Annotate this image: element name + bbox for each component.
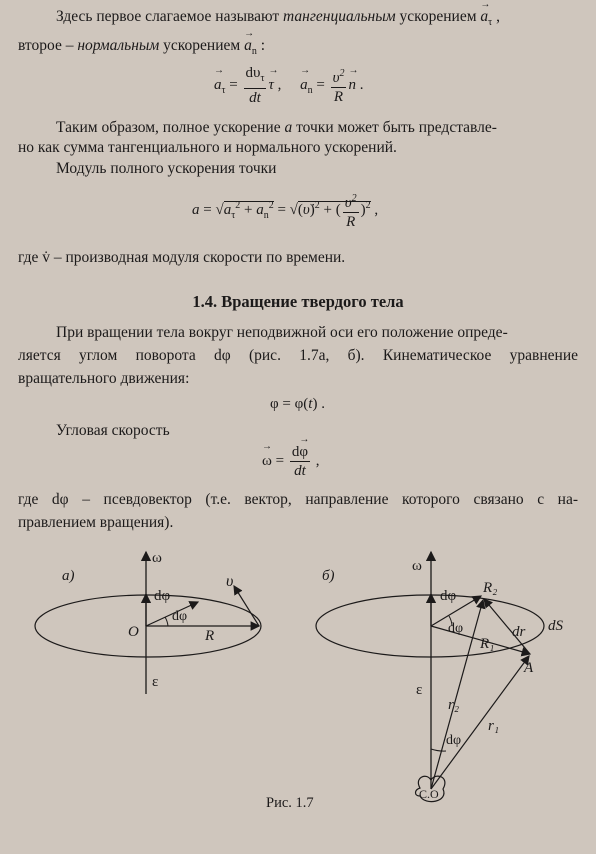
label-dS: dS xyxy=(548,618,563,634)
figure-caption: Рис. 1.7 xyxy=(266,795,314,811)
label-A: A xyxy=(524,660,534,676)
text-line: правлением вращения). xyxy=(18,514,174,531)
text-run: : xyxy=(256,37,265,54)
label-omega: ω xyxy=(152,550,162,566)
paragraph-total xyxy=(56,118,497,138)
label-v: υ xyxy=(226,573,234,590)
label-b: б) xyxy=(322,568,335,584)
formula-omega: → ω = $\frac{d\to \varphi}{dt}$ , xyxy=(262,443,320,480)
symbol-a-n: → a xyxy=(244,36,252,56)
label-omega: ω xyxy=(412,558,422,574)
label-dphi-vec: dφ xyxy=(154,588,171,604)
formula-tangential-normal: → $a_\tau$ = $\frac{d\upsilon_\tau}{dt}$ → τ , → $a_n$ = $\frac{\upsilon^2}{R}$ → n . xyxy=(214,64,363,107)
text-line: Угловая скорость xyxy=(56,422,170,439)
paragraph-tangential: Здесь первое слагаемое называют тангенциальным ускорением → $a_\tau$ , xyxy=(56,7,500,33)
figure-b xyxy=(316,552,564,802)
vector-v xyxy=(234,586,259,626)
label-R1: R₁ xyxy=(480,636,495,652)
formula-total-acceleration: $a = √a_\tau^2 + a_n^2$ = √(υ̇)$^2$ + ( $\frac{\upsilon^2}{R}$ )$^2$ , xyxy=(192,190,378,231)
subscript-n: n xyxy=(251,46,257,58)
term-normal: нормальным xyxy=(77,37,160,54)
text-run: точки может быть представле- xyxy=(292,119,497,136)
label-r1: r₁ xyxy=(488,718,500,734)
formula-phi-of-t: φ = φ(t) . xyxy=(270,396,325,412)
angle-arc xyxy=(165,617,168,626)
label-epsilon: ε xyxy=(416,682,423,698)
label-R: R xyxy=(205,628,215,644)
label-dphi-bottom: dφ xyxy=(446,733,462,748)
section-title: 1.4. Вращение твердого тела xyxy=(192,292,404,311)
text-line: При вращении тела вокруг неподвижной оси его положение опреде- xyxy=(56,324,508,341)
figure-a xyxy=(35,550,261,694)
label-CO: C.O xyxy=(419,787,439,801)
text-line: вращательного движения: xyxy=(18,370,190,387)
label-dphi-top: dφ xyxy=(448,621,464,636)
text-line: Модуль полного ускорения точки xyxy=(56,160,277,177)
text-line: ляется углом поворота dφ (рис. 1.7а, б). Кинематическое уравнение xyxy=(18,347,578,364)
figure-rotation xyxy=(0,544,596,854)
label-epsilon: ε xyxy=(152,674,159,690)
text-line: где dφ – псевдовектор (т.е. вектор, направление которого связано с на- xyxy=(18,491,578,508)
vector-r1 xyxy=(431,656,529,789)
text-run: ускорением xyxy=(395,8,481,25)
paragraph-normal xyxy=(18,36,265,62)
text-line: но как сумма тангенциального и нормального ускорений. xyxy=(18,139,397,156)
term-tangential: тангенциальным xyxy=(283,8,396,25)
label-O: O xyxy=(128,624,139,640)
label-a: а) xyxy=(62,568,75,584)
text-run: Таким образом, полное ускорение xyxy=(56,119,285,136)
label-r2: r₂ xyxy=(448,697,460,713)
label-dphi: dφ xyxy=(172,609,188,624)
symbol-a-tau: → a xyxy=(480,7,488,27)
label-dphi-vec: dφ xyxy=(440,588,457,604)
symbol-a: a xyxy=(284,119,293,136)
angle-arc-bottom xyxy=(431,749,446,751)
text-run: Здесь первое слагаемое называют xyxy=(56,8,284,25)
subscript-tau: τ xyxy=(488,17,493,29)
text-run: ускорением xyxy=(159,37,245,54)
label-dr: dr xyxy=(512,624,526,640)
text-line: где v̇ – производная модуля скорости по времени. xyxy=(18,249,346,266)
text-run: второе – xyxy=(18,37,78,54)
label-R2: R₂ xyxy=(483,580,498,596)
